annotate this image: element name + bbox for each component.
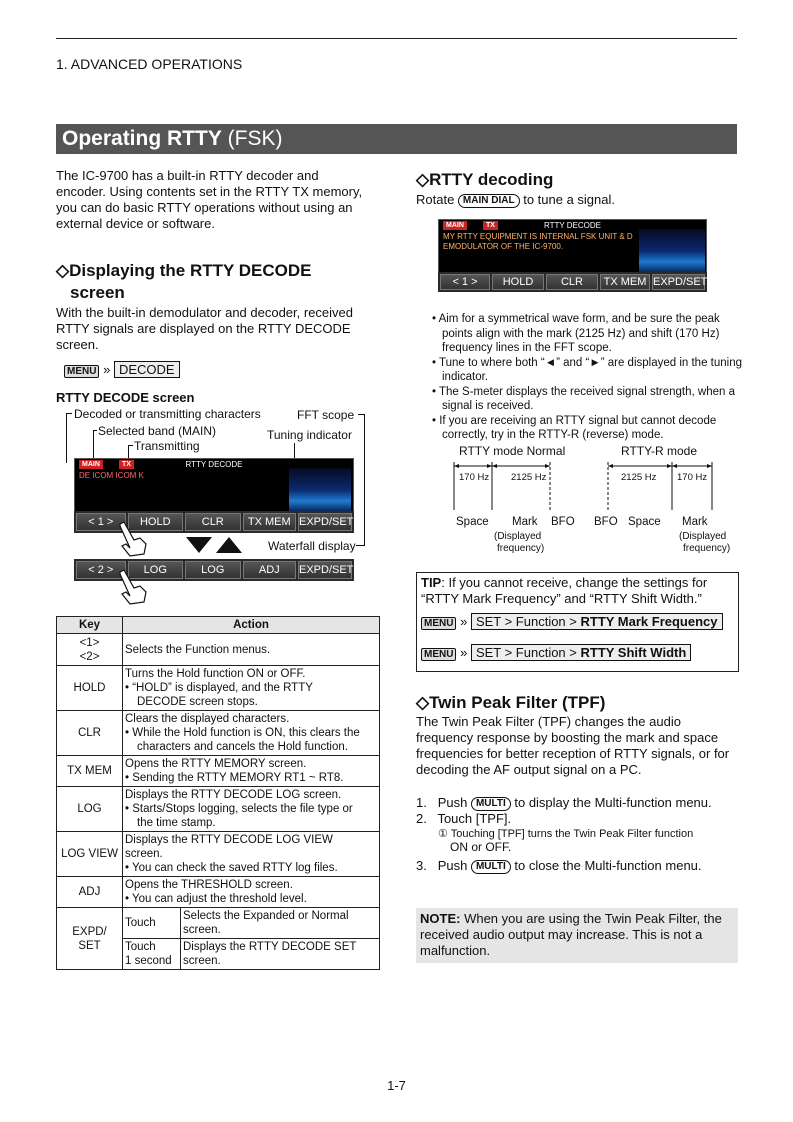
tpf-step-1: 1. Push MULTI to display the Multi-function menu. [416, 795, 712, 810]
clr-button[interactable]: CLR [185, 513, 240, 531]
decoding-rotate: Rotate MAIN DIAL to tune a signal. [416, 192, 615, 207]
callout-tuning: Tuning indicator [267, 428, 352, 442]
table-row: TX MEM Opens the RTTY MEMORY screen. • Sending the RTTY MEMORY RT1 ~ RT8. [57, 756, 380, 787]
multi-icon: MULTI [471, 860, 511, 874]
menu-key[interactable]: MENU [64, 365, 99, 378]
list-item: • The S-meter displays the received signal strength, when a signal is received. [432, 385, 735, 412]
tx-tag: TX [119, 460, 134, 469]
main-tag: MAIN [79, 460, 103, 469]
decoding-bullets [432, 312, 742, 443]
title-bold: Operating RTTY [62, 127, 222, 150]
function-keys-decoding: < 1 > HOLD CLR TX MEM EXPD/SET [438, 272, 707, 292]
expd-set-button[interactable]: EXPD/SET [298, 513, 352, 531]
log-view-button[interactable]: LOG VIEW [185, 561, 240, 579]
table-row: LOG VIEW Displays the RTTY DECODE LOG VIEW screen. • You can check the saved RTTY log files. [57, 832, 380, 877]
adj-button[interactable]: ADJ [243, 561, 297, 579]
page-title [56, 124, 737, 154]
key-1[interactable]: < 1 > [76, 513, 126, 531]
tx-mem-button[interactable]: TX MEM [243, 513, 297, 531]
decode-item[interactable]: DECODE [114, 361, 180, 378]
display-heading: ◇Displaying the RTTY DECODE screen [56, 261, 312, 302]
table-row: LOG Displays the RTTY DECODE LOG screen. • Starts/Stops logging, selects the file type or the time stamp. [57, 787, 380, 832]
tpf-step-2: 2. Touch [TPF]. [416, 811, 512, 826]
main-tag: MAIN [443, 221, 467, 230]
normal-mode-title: RTTY mode Normal [459, 444, 566, 458]
rtty-decoding-screen: MAIN TX RTTY DECODE MY RTTY EQUIPMENT IS INTERNAL FSK UNIT & D EMODULATOR OF THE IC-9700. [438, 219, 707, 275]
callout-waterfall: Waterfall display [268, 539, 356, 553]
page-number: 1-7 [387, 1078, 406, 1093]
reverse-mode-title: RTTY-R mode [621, 444, 698, 458]
path-mark-frequency[interactable]: SET > Function > RTTY Mark Frequency [471, 613, 723, 630]
intro-paragraph: The IC-9700 has a built-in RTTY decoder and encoder. Using contents set in the RTTY TX memory, you can do basic RTTY operations without using an external device or software. [56, 168, 363, 231]
hand-pointer-icon [110, 566, 160, 606]
list-item: • Aim for a symmetrical wave form, and be sure the peak points align with the mark (2125 Hz) and shift (170 Hz) frequency lines in the FFT scope. [432, 313, 720, 354]
callout-band: Selected band (MAIN) [98, 424, 217, 438]
note-box: NOTE: When you are using the Twin Peak Filter, the received audio output may increase. This is not a malfunction. [416, 908, 738, 963]
fft-scope [289, 468, 351, 512]
list-item: • Tune to where both “◄” and “►” are displayed in the tuning indicator. [432, 356, 742, 383]
main-dial-icon: MAIN DIAL [458, 194, 520, 208]
key-2[interactable]: < 2 > [76, 561, 126, 579]
table-row: CLR Clears the displayed characters. • While the Hold function is ON, this clears the characters and cancels the Hold function. [57, 711, 380, 756]
menu-key[interactable]: MENU [421, 617, 456, 630]
tip-box: TIP: If you cannot receive, change the settings for “RTTY Mark Frequency” and “RTTY Shift Width.” MENU » SET > Function > RTTY Mark Frequency MENU » SET > Function > RTTY Shift Width [416, 572, 739, 672]
tpf-step-3: 3. Push MULTI to close the Multi-function menu. [416, 858, 702, 873]
callout-transmitting: Transmitting [134, 439, 200, 453]
fft-scope [639, 229, 705, 273]
menu-path-decode: MENU » DECODE [64, 361, 180, 378]
list-item: • If you are receiving an RTTY signal but cannot decode correctly, try in the RTTY-R (reverse) mode. [432, 414, 717, 441]
table-row: Touch 1 second Displays the RTTY DECODE SET screen. [57, 939, 380, 970]
table-row: <1> <2> Selects the Function menus. [57, 634, 380, 666]
screen-caption: RTTY DECODE screen [56, 390, 195, 405]
decoded-text: DE ICOM ICOM K [79, 471, 144, 480]
tpf-body: The Twin Peak Filter (TPF) changes the audio frequency response by boosting the mark and space frequencies for better reception of RTTY signals, or for decoding the AF output signal on a PC. [416, 714, 730, 777]
tx-tag: TX [483, 221, 498, 230]
screen-title: RTTY DECODE [185, 460, 243, 469]
multi-icon: MULTI [471, 797, 511, 811]
table-row: HOLD Turns the Hold function ON or OFF. • “HOLD” is displayed, and the RTTY DECODE screen stops. [57, 666, 380, 711]
callout-decoded: Decoded or transmitting characters [74, 407, 261, 421]
toggle-arrows-icon [186, 536, 244, 554]
hold-button[interactable]: HOLD [128, 513, 183, 531]
table-row: ADJ Opens the THRESHOLD screen. • You can adjust the threshold level. [57, 877, 380, 908]
path-shift-width[interactable]: SET > Function > RTTY Shift Width [471, 644, 691, 661]
callout-fft: FFT scope [297, 408, 355, 422]
key-action-table [56, 616, 380, 970]
tpf-heading: ◇Twin Peak Filter (TPF) [416, 693, 606, 712]
header-rule [56, 38, 737, 39]
frequency-diagram [440, 458, 740, 514]
menu-key[interactable]: MENU [421, 648, 456, 661]
table-row: EXPD/ SET Touch Selects the Expanded or Normal screen. [57, 908, 380, 939]
hand-pointer-icon [110, 518, 160, 558]
title-rest: (FSK) [221, 127, 283, 150]
decoding-heading: ◇RTTY decoding [416, 170, 554, 189]
rtty-decode-screen [74, 458, 354, 514]
log-button[interactable]: LOG [128, 561, 183, 579]
table-header-action: Action [123, 617, 380, 634]
tpf-step-2-sub: ① Touching [TPF] turns the Twin Peak Filter function ON or OFF. [438, 828, 694, 854]
expd-set-button-2[interactable]: EXPD/SET [298, 561, 352, 579]
section-header: 1. ADVANCED OPERATIONS [56, 56, 243, 72]
decoded-text: MY RTTY EQUIPMENT IS INTERNAL FSK UNIT & D EMODULATOR OF THE IC-9700. [443, 232, 633, 251]
table-header-key: Key [57, 617, 123, 634]
display-body: With the built-in demodulator and decoder, received RTTY signals are displayed on the RTTY DECODE screen. [56, 305, 354, 352]
